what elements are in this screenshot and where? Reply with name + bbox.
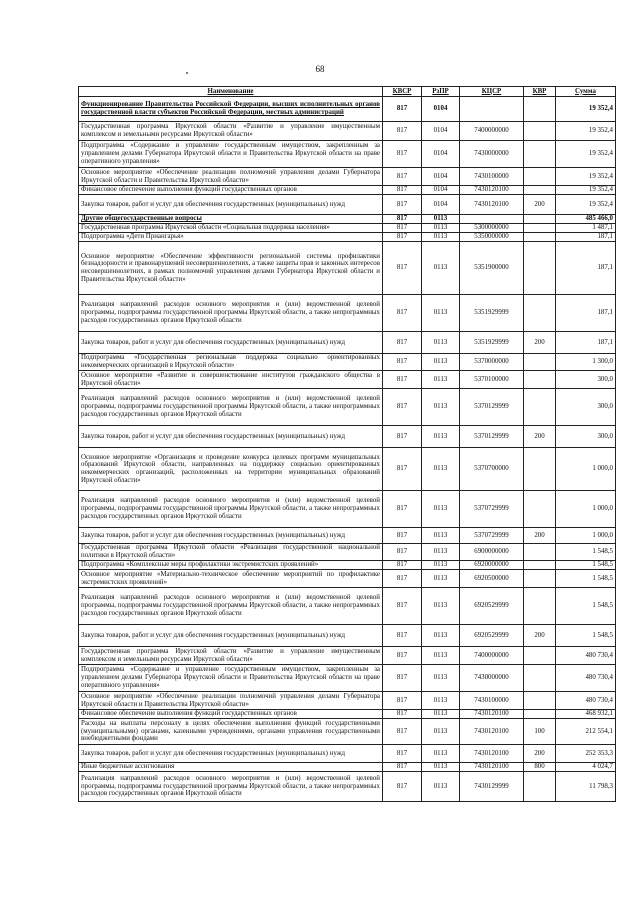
table-row — [79, 448, 616, 491]
cell-rzpr: 0113 — [422, 242, 460, 295]
cell-rzpr: 0113 — [422, 332, 460, 354]
table-row — [79, 168, 616, 186]
cell-kvsr: 817 — [383, 570, 422, 588]
header-rzpr: РзПР — [422, 87, 460, 97]
cell-kvr — [524, 97, 556, 122]
cell-kvsr: 817 — [383, 448, 422, 491]
cell-rzpr: 0113 — [422, 763, 460, 772]
cell-name: Основное мероприятие «Материально-техническое обеспечение мероприятий по профилактике экстремистских проявлений» — [79, 570, 383, 588]
cell-kvr — [524, 772, 556, 802]
cell-kcsr: 7430120100 — [460, 745, 524, 763]
cell-kvsr: 817 — [383, 692, 422, 710]
cell-rzpr: 0113 — [422, 354, 460, 371]
cell-sum: 1 548,5 — [556, 570, 616, 588]
cell-name: Иные бюджетные ассигнования — [79, 763, 383, 772]
cell-name: Государственная программа Иркутской области «Реализация государственной национальной политики в Иркутской области» — [79, 544, 383, 561]
cell-rzpr: 0113 — [422, 233, 460, 242]
cell-sum: 1 000,0 — [556, 491, 616, 528]
cell-kcsr: 7430120100 — [460, 710, 524, 719]
cell-name: Подпрограмма «Дети Приангарья» — [79, 233, 383, 242]
cell-kvsr: 817 — [383, 745, 422, 763]
cell-kcsr: 7430100000 — [460, 168, 524, 186]
cell-kvr — [524, 215, 556, 224]
cell-rzpr: 0104 — [422, 97, 460, 122]
cell-kvsr: 817 — [383, 354, 422, 371]
cell-kvsr: 817 — [383, 122, 422, 141]
cell-rzpr: 0113 — [422, 570, 460, 588]
cell-kvr: 200 — [524, 426, 556, 448]
cell-kvsr: 817 — [383, 242, 422, 295]
cell-sum: 252 353,3 — [556, 745, 616, 763]
cell-sum: 187,1 — [556, 295, 616, 332]
cell-rzpr: 0113 — [422, 710, 460, 719]
cell-kvr — [524, 710, 556, 719]
cell-kcsr: 5370100000 — [460, 371, 524, 389]
cell-kvsr: 817 — [383, 168, 422, 186]
header-kvr: КВР — [524, 87, 556, 97]
cell-sum: 187,1 — [556, 242, 616, 295]
table-row — [79, 561, 616, 570]
cell-kvr — [524, 588, 556, 625]
table-row — [79, 772, 616, 802]
cell-sum: 480 730,4 — [556, 647, 616, 665]
header-name: Наименование — [79, 87, 383, 97]
cell-kvsr: 817 — [383, 719, 422, 745]
table-row — [79, 97, 616, 122]
cell-kvr — [524, 389, 556, 426]
table-body — [79, 97, 616, 802]
cell-kvsr: 817 — [383, 625, 422, 647]
cell-sum: 300,0 — [556, 389, 616, 426]
cell-kvsr: 817 — [383, 215, 422, 224]
cell-name: Реализация направлений расходов основного мероприятия и (или) ведомственной целевой программы, подпрограммы государственной программы Иркутской области, а также непрограммных расходов государственных органов Иркутской области — [79, 588, 383, 625]
cell-kcsr: 5351929999 — [460, 332, 524, 354]
cell-kcsr: 7430100000 — [460, 692, 524, 710]
budget-table — [78, 86, 616, 802]
cell-name: Закупка товаров, работ и услуг для обеспечения государственных (муниципальных) нужд — [79, 745, 383, 763]
table-row — [79, 224, 616, 233]
cell-rzpr: 0113 — [422, 772, 460, 802]
table-row — [79, 745, 616, 763]
cell-rzpr: 0113 — [422, 215, 460, 224]
cell-rzpr: 0113 — [422, 561, 460, 570]
cell-name: Государственная программа Иркутской области «Развитие и управление имущественным комплексом и земельными ресурсами Иркутской области» — [79, 122, 383, 141]
cell-rzpr: 0113 — [422, 588, 460, 625]
cell-kvr: 800 — [524, 763, 556, 772]
cell-kvr: 200 — [524, 195, 556, 215]
cell-sum: 468 932,1 — [556, 710, 616, 719]
table-row — [79, 491, 616, 528]
cell-kvsr: 817 — [383, 389, 422, 426]
cell-sum: 19 352,4 — [556, 141, 616, 168]
cell-kcsr: 7430120100 — [460, 719, 524, 745]
cell-kcsr: 5351929999 — [460, 295, 524, 332]
cell-sum: 300,0 — [556, 426, 616, 448]
cell-kvr — [524, 141, 556, 168]
cell-name: Подпрограмма «Содержание и управление государственным имуществом, закрепленным за управлением делами Губернатора Иркутской области и Правительства Иркутской области на праве оперативного управления» — [79, 141, 383, 168]
cell-sum: 11 798,3 — [556, 772, 616, 802]
cell-name: Государственная программа Иркутской области «Развитие и управление имущественным комплексом и земельными ресурсами Иркутской области» — [79, 647, 383, 665]
cell-kvsr: 817 — [383, 332, 422, 354]
cell-name: Реализация направлений расходов основного мероприятия и (или) ведомственной целевой программы, подпрограммы государственной программы Иркутской области, а также непрограммных расходов государственных органов Иркутской области — [79, 772, 383, 802]
cell-name: Основное мероприятие «Обеспечение реализации полномочий управления делами Губернатора Иркутской области и Правительства Иркутской области» — [79, 168, 383, 186]
cell-kvr — [524, 186, 556, 195]
cell-name: Финансовое обеспечение выполнения функций государственных органов — [79, 186, 383, 195]
page-number: 68 — [315, 64, 325, 74]
cell-kvr: 200 — [524, 745, 556, 763]
cell-name: Подпрограмма «Государственная региональная поддержка социально ориентированных некоммерческих организаций в Иркутской области» — [79, 354, 383, 371]
cell-kvsr: 817 — [383, 491, 422, 528]
cell-kvsr: 817 — [383, 772, 422, 802]
cell-kvsr: 817 — [383, 426, 422, 448]
cell-kvr: 100 — [524, 719, 556, 745]
table-row — [79, 332, 616, 354]
cell-kvr — [524, 544, 556, 561]
cell-name: Основное мероприятие «Развитие и совершенствование институтов гражданского общества в Иркутской области» — [79, 371, 383, 389]
cell-kcsr: 5350000000 — [460, 233, 524, 242]
header-kcsr: КЦСР — [460, 87, 524, 97]
cell-rzpr: 0113 — [422, 528, 460, 544]
cell-kvsr: 817 — [383, 647, 422, 665]
cell-rzpr: 0113 — [422, 719, 460, 745]
cell-kvr — [524, 354, 556, 371]
table-row — [79, 233, 616, 242]
cell-kcsr: 5370729999 — [460, 491, 524, 528]
cell-kvr: 200 — [524, 625, 556, 647]
cell-kvr — [524, 570, 556, 588]
cell-sum: 1 300,0 — [556, 354, 616, 371]
cell-kvr — [524, 233, 556, 242]
table-row — [79, 354, 616, 371]
cell-name: Закупка товаров, работ и услуг для обеспечения государственных (муниципальных) нужд — [79, 625, 383, 647]
table-row — [79, 528, 616, 544]
cell-name: Реализация направлений расходов основного мероприятия и (или) ведомственной целевой программы, подпрограммы государственной программы Иркутской области, а также непрограммных расходов государственных органов Иркутской области — [79, 491, 383, 528]
cell-kcsr: 6920500000 — [460, 570, 524, 588]
cell-kvr — [524, 647, 556, 665]
cell-kcsr: 5370000000 — [460, 354, 524, 371]
table-row — [79, 186, 616, 195]
cell-rzpr: 0113 — [422, 448, 460, 491]
cell-rzpr: 0113 — [422, 224, 460, 233]
cell-sum: 212 554,1 — [556, 719, 616, 745]
cell-kcsr — [460, 215, 524, 224]
cell-kvsr: 817 — [383, 561, 422, 570]
table-row — [79, 665, 616, 692]
cell-sum: 4 024,7 — [556, 763, 616, 772]
cell-kcsr: 5370700000 — [460, 448, 524, 491]
cell-kvsr: 817 — [383, 710, 422, 719]
cell-kcsr: 7430120100 — [460, 195, 524, 215]
cell-kcsr: 7430129999 — [460, 772, 524, 802]
cell-name: Закупка товаров, работ и услуг для обеспечения государственных (муниципальных) нужд — [79, 332, 383, 354]
cell-rzpr: 0113 — [422, 544, 460, 561]
cell-kvsr: 817 — [383, 371, 422, 389]
cell-sum: 19 352,4 — [556, 195, 616, 215]
cell-sum: 300,0 — [556, 371, 616, 389]
cell-kcsr: 7400000000 — [460, 647, 524, 665]
cell-rzpr: 0113 — [422, 625, 460, 647]
cell-sum: 1 000,0 — [556, 528, 616, 544]
cell-name: Подпрограмма «Содержание и управление государственным имуществом, закрепленным за управлением делами Губернатора Иркутской области и Правительства Иркутской области на праве оперативного управления» — [79, 665, 383, 692]
cell-kcsr: 6920529999 — [460, 588, 524, 625]
cell-kvsr: 817 — [383, 528, 422, 544]
cell-name: Основное мероприятие «Организация и проведение конкурса целевых программ муниципальных образований Иркутской области, направленных на поддержку социально ориентированных некоммерческих организаций, расположенных на территории муниципальных образований Иркутской области» — [79, 448, 383, 491]
table-row — [79, 570, 616, 588]
cell-sum: 1 000,0 — [556, 448, 616, 491]
table-row — [79, 625, 616, 647]
table-row — [79, 242, 616, 295]
table-row — [79, 763, 616, 772]
cell-rzpr: 0113 — [422, 371, 460, 389]
cell-name: Финансовое обеспечение выполнения функций государственных органов — [79, 710, 383, 719]
cell-kvsr: 817 — [383, 195, 422, 215]
cell-kcsr: 5370129999 — [460, 426, 524, 448]
cell-kvsr: 817 — [383, 97, 422, 122]
cell-name: Закупка товаров, работ и услуг для обеспечения государственных (муниципальных) нужд — [79, 426, 383, 448]
cell-kvr — [524, 665, 556, 692]
table-row — [79, 692, 616, 710]
cell-kcsr: 6900000000 — [460, 544, 524, 561]
table-row — [79, 426, 616, 448]
cell-sum: 480 730,4 — [556, 692, 616, 710]
cell-sum: 1 548,5 — [556, 544, 616, 561]
cell-rzpr: 0113 — [422, 647, 460, 665]
cell-kvsr: 817 — [383, 665, 422, 692]
cell-rzpr: 0104 — [422, 186, 460, 195]
cell-rzpr: 0113 — [422, 426, 460, 448]
cell-rzpr: 0113 — [422, 745, 460, 763]
cell-sum: 480 730,4 — [556, 665, 616, 692]
cell-rzpr: 0104 — [422, 122, 460, 141]
cell-kcsr: 5351900000 — [460, 242, 524, 295]
cell-sum: 19 352,4 — [556, 97, 616, 122]
cell-name: Закупка товаров, работ и услуг для обеспечения государственных (муниципальных) нужд — [79, 528, 383, 544]
cell-name: Реализация направлений расходов основного мероприятия и (или) ведомственной целевой программы, подпрограммы государственной программы Иркутской области, а также непрограммных расходов государственных органов Иркутской области — [79, 295, 383, 332]
cell-kcsr: 7430000000 — [460, 141, 524, 168]
table-row — [79, 122, 616, 141]
cell-sum: 19 352,4 — [556, 168, 616, 186]
cell-kvr: 200 — [524, 528, 556, 544]
cell-kcsr: 7400000000 — [460, 122, 524, 141]
cell-rzpr: 0104 — [422, 168, 460, 186]
cell-rzpr: 0113 — [422, 665, 460, 692]
cell-kvsr: 817 — [383, 224, 422, 233]
cell-name: Другие общегосударственные вопросы — [79, 215, 383, 224]
cell-kcsr: 6920529999 — [460, 625, 524, 647]
table-row — [79, 195, 616, 215]
cell-kvr — [524, 168, 556, 186]
table-row — [79, 295, 616, 332]
cell-name: Основное мероприятие «Обеспечение эффективности региональной системы профилактики безнадзорности и правонарушений несовершеннолетних, а также защиты прав и законных интересов несовершеннолетних, в рамках полномочий управления делами Губернатора Иркутской области и Правительства Иркутской области» — [79, 242, 383, 295]
cell-rzpr: 0113 — [422, 692, 460, 710]
cell-kcsr: 5370129999 — [460, 389, 524, 426]
scan-speck — [186, 72, 188, 74]
cell-kvsr: 817 — [383, 141, 422, 168]
cell-kcsr: 7430120100 — [460, 763, 524, 772]
cell-sum: 485 466,0 — [556, 215, 616, 224]
cell-sum: 1 548,5 — [556, 588, 616, 625]
cell-kvsr: 817 — [383, 544, 422, 561]
table-row — [79, 710, 616, 719]
cell-rzpr: 0113 — [422, 295, 460, 332]
cell-rzpr: 0104 — [422, 195, 460, 215]
cell-kvsr: 817 — [383, 233, 422, 242]
header-kvsr: КВСР — [383, 87, 422, 97]
table-row — [79, 647, 616, 665]
cell-sum: 1 548,5 — [556, 561, 616, 570]
cell-name: Реализация направлений расходов основного мероприятия и (или) ведомственной целевой программы, подпрограммы государственной программы Иркутской области, а также непрограммных расходов государственных органов Иркутской области — [79, 389, 383, 426]
cell-kvr — [524, 491, 556, 528]
cell-name: Государственная программа Иркутской области «Социальная поддержка населения» — [79, 224, 383, 233]
cell-kvr: 200 — [524, 332, 556, 354]
cell-sum: 1 548,5 — [556, 625, 616, 647]
cell-rzpr: 0113 — [422, 491, 460, 528]
cell-kvr — [524, 122, 556, 141]
cell-kvr — [524, 371, 556, 389]
cell-sum: 19 352,4 — [556, 122, 616, 141]
table-row — [79, 215, 616, 224]
cell-sum: 1 487,1 — [556, 224, 616, 233]
cell-kcsr: 5300000000 — [460, 224, 524, 233]
cell-name: Подпрограмма «Комплексные меры профилактики экстремистских проявлений» — [79, 561, 383, 570]
cell-sum: 19 352,4 — [556, 186, 616, 195]
cell-kvr — [524, 242, 556, 295]
cell-kvsr: 817 — [383, 186, 422, 195]
cell-kvsr: 817 — [383, 295, 422, 332]
cell-kvr — [524, 448, 556, 491]
cell-kcsr: 5370729999 — [460, 528, 524, 544]
cell-name: Основное мероприятие «Обеспечение реализации полномочий управления делами Губернатора Иркутской области и Правительства Иркутской области» — [79, 692, 383, 710]
cell-rzpr: 0113 — [422, 389, 460, 426]
cell-rzpr: 0104 — [422, 141, 460, 168]
cell-name: Закупка товаров, работ и услуг для обеспечения государственных (муниципальных) нужд — [79, 195, 383, 215]
table-row — [79, 544, 616, 561]
table-row — [79, 371, 616, 389]
cell-kcsr: 7430120100 — [460, 186, 524, 195]
table-row — [79, 588, 616, 625]
table-row — [79, 719, 616, 745]
cell-kvr — [524, 561, 556, 570]
table-row — [79, 389, 616, 426]
table-header-row — [79, 87, 616, 97]
table-row — [79, 141, 616, 168]
cell-kvsr: 817 — [383, 763, 422, 772]
cell-kvr — [524, 224, 556, 233]
cell-name: Расходы на выплаты персоналу в целях обеспечения выполнения функций государственными (муниципальными) органами, казенными учреждениями, органами управления государственными внебюджетными фондами — [79, 719, 383, 745]
cell-name: Функционирование Правительства Российской Федерации, высших исполнительных органов государственной власти субъектов Российской Федерации, местных администраций — [79, 97, 383, 122]
cell-kvsr: 817 — [383, 588, 422, 625]
cell-sum: 187,1 — [556, 332, 616, 354]
cell-kcsr — [460, 97, 524, 122]
cell-kcsr: 7430000000 — [460, 665, 524, 692]
cell-kvr — [524, 692, 556, 710]
header-sum: Сумма — [556, 87, 616, 97]
cell-sum: 187,1 — [556, 233, 616, 242]
cell-kcsr: 6920000000 — [460, 561, 524, 570]
cell-kvr — [524, 295, 556, 332]
